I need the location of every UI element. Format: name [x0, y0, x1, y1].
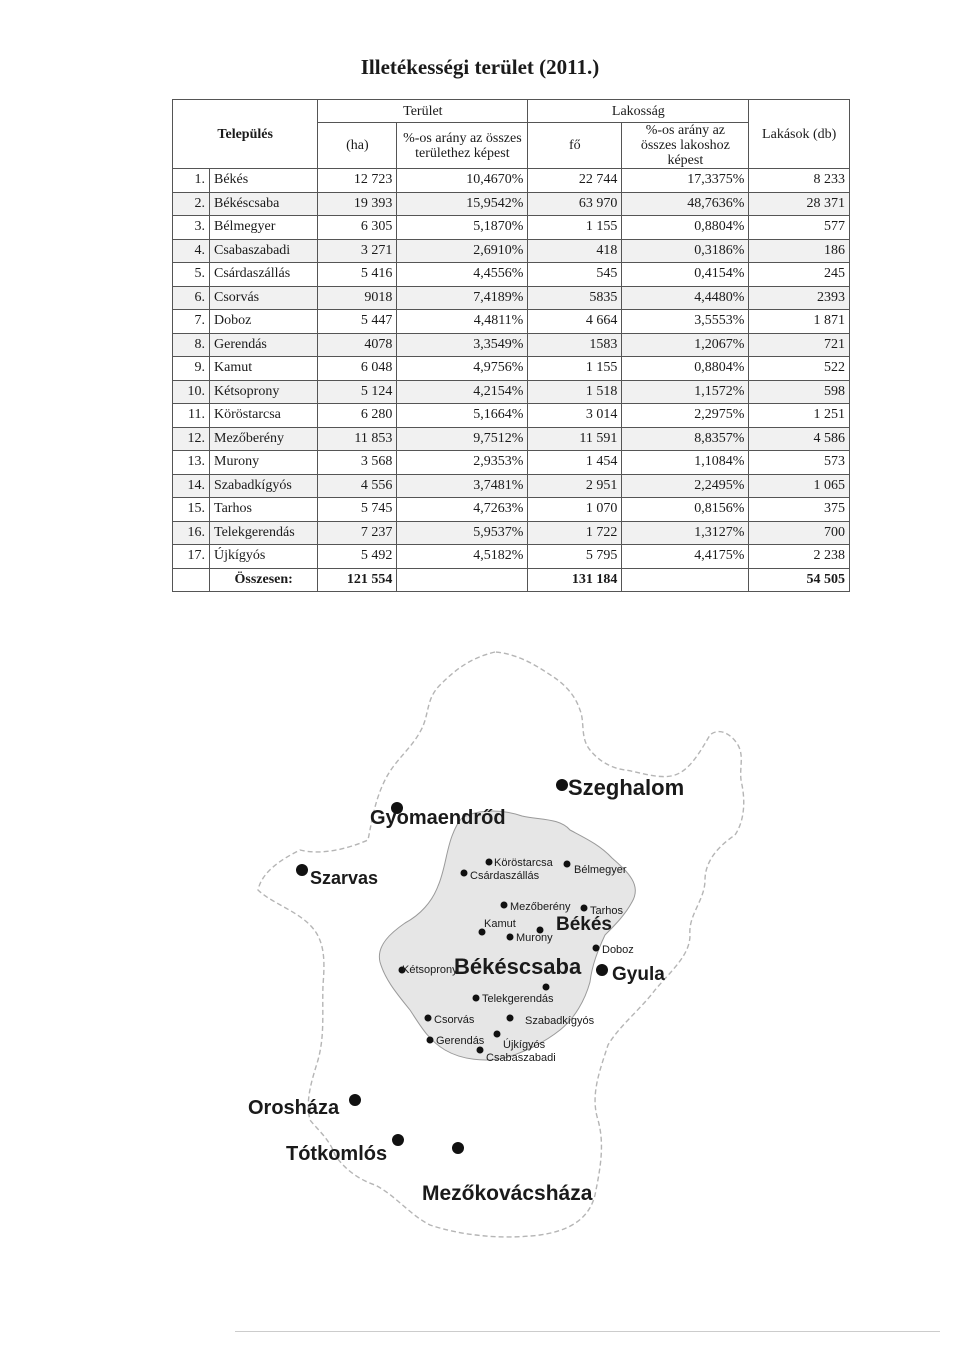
- town-marker: [486, 859, 493, 866]
- totals-empty-2: [622, 568, 749, 591]
- row-number: 17.: [173, 545, 210, 569]
- town-marker: [461, 870, 468, 877]
- major-town-label: Mezőkovácsháza: [422, 1182, 593, 1205]
- row-population: 2 951: [528, 474, 622, 498]
- row-population: 4 664: [528, 310, 622, 334]
- row-area-ha: 12 723: [318, 169, 397, 193]
- town-marker: [425, 1015, 432, 1022]
- row-area-ha: 6 305: [318, 216, 397, 240]
- town-marker: [593, 945, 600, 952]
- row-population-pct: 1,1572%: [622, 380, 749, 404]
- district-town-label: Doboz: [602, 944, 634, 956]
- district-town-label: Bélmegyer: [574, 864, 627, 876]
- table-row: [173, 169, 850, 193]
- row-area-pct: 7,4189%: [397, 286, 528, 310]
- row-population-pct: 4,4175%: [622, 545, 749, 569]
- row-dwellings: 4 586: [749, 427, 850, 451]
- row-population-pct: 1,1084%: [622, 451, 749, 475]
- row-name: Gerendás: [210, 333, 318, 357]
- row-area-ha: 7 237: [318, 521, 397, 545]
- row-number: 11.: [173, 404, 210, 428]
- table-row: [173, 498, 850, 522]
- row-population: 1 155: [528, 216, 622, 240]
- row-name: Békéscsaba: [210, 192, 318, 216]
- row-name: Köröstarcsa: [210, 404, 318, 428]
- row-dwellings: 2 238: [749, 545, 850, 569]
- row-population: 11 591: [528, 427, 622, 451]
- town-marker: [477, 1047, 484, 1054]
- header-terulet-pct: %-os arány az összes területhez képest: [397, 123, 528, 169]
- row-area-pct: 4,7263%: [397, 498, 528, 522]
- town-marker: [596, 964, 608, 976]
- row-population: 5835: [528, 286, 622, 310]
- row-name: Murony: [210, 451, 318, 475]
- row-area-pct: 5,9537%: [397, 521, 528, 545]
- row-name: Bélmegyer: [210, 216, 318, 240]
- district-town-label: Tarhos: [590, 905, 624, 917]
- row-population-pct: 3,5553%: [622, 310, 749, 334]
- row-area-ha: 5 745: [318, 498, 397, 522]
- row-population-pct: 17,3375%: [622, 169, 749, 193]
- row-dwellings: 700: [749, 521, 850, 545]
- table-row: [173, 333, 850, 357]
- row-dwellings: 1 871: [749, 310, 850, 334]
- row-population: 1 155: [528, 357, 622, 381]
- row-number: 16.: [173, 521, 210, 545]
- major-town-label: Tótkomlós: [286, 1143, 388, 1165]
- town-marker: [507, 1015, 514, 1022]
- district-town-label: Telekgerendás: [482, 993, 554, 1005]
- table-row: [173, 451, 850, 475]
- row-area-pct: 4,5182%: [397, 545, 528, 569]
- row-name: Szabadkígyós: [210, 474, 318, 498]
- row-dwellings: 8 233: [749, 169, 850, 193]
- totals-label: Összesen:: [210, 568, 318, 591]
- town-marker: [452, 1142, 464, 1154]
- district-town-label: Békéscsaba: [454, 954, 582, 979]
- row-area-pct: 3,7481%: [397, 474, 528, 498]
- row-area-ha: 11 853: [318, 427, 397, 451]
- row-population: 545: [528, 263, 622, 287]
- row-population-pct: 0,3186%: [622, 239, 749, 263]
- district-town-label: Csárdaszállás: [470, 870, 540, 882]
- town-marker: [564, 861, 571, 868]
- row-number: 5.: [173, 263, 210, 287]
- row-number: 12.: [173, 427, 210, 451]
- row-name: Csorvás: [210, 286, 318, 310]
- district-town-label: Szabadkígyós: [525, 1015, 595, 1027]
- row-population-pct: 0,8804%: [622, 216, 749, 240]
- row-name: Csabaszabadi: [210, 239, 318, 263]
- bottom-rule: [235, 1331, 940, 1332]
- row-area-ha: 5 416: [318, 263, 397, 287]
- row-area-ha: 9018: [318, 286, 397, 310]
- row-area-ha: 5 124: [318, 380, 397, 404]
- totals-db: 54 505: [749, 568, 850, 591]
- major-town-label: Gyomaendrőd: [370, 807, 506, 829]
- table-row: [173, 404, 850, 428]
- district-town-label: Mezőberény: [510, 901, 571, 913]
- row-area-ha: 6 048: [318, 357, 397, 381]
- district-table: [172, 99, 850, 592]
- table-row: [173, 474, 850, 498]
- row-number: 10.: [173, 380, 210, 404]
- row-area-pct: 4,2154%: [397, 380, 528, 404]
- row-number: 15.: [173, 498, 210, 522]
- row-dwellings: 28 371: [749, 192, 850, 216]
- row-area-pct: 4,9756%: [397, 357, 528, 381]
- row-number: 2.: [173, 192, 210, 216]
- row-population-pct: 0,8156%: [622, 498, 749, 522]
- row-population: 1 722: [528, 521, 622, 545]
- table-row: [173, 286, 850, 310]
- table-row: [173, 192, 850, 216]
- row-number: 8.: [173, 333, 210, 357]
- table-row: [173, 545, 850, 569]
- town-marker: [556, 779, 568, 791]
- major-town-label: Szeghalom: [568, 775, 685, 800]
- row-number: 6.: [173, 286, 210, 310]
- row-dwellings: 577: [749, 216, 850, 240]
- row-area-pct: 2,6910%: [397, 239, 528, 263]
- district-town-label: Murony: [516, 932, 553, 944]
- table-row: [173, 263, 850, 287]
- row-population: 63 970: [528, 192, 622, 216]
- row-name: Mezőberény: [210, 427, 318, 451]
- row-number: 1.: [173, 169, 210, 193]
- totals-spacer: [173, 568, 210, 591]
- row-population: 3 014: [528, 404, 622, 428]
- town-marker: [581, 905, 588, 912]
- row-population: 22 744: [528, 169, 622, 193]
- row-population-pct: 48,7636%: [622, 192, 749, 216]
- town-marker: [501, 902, 508, 909]
- row-number: 14.: [173, 474, 210, 498]
- table-row: [173, 427, 850, 451]
- row-dwellings: 522: [749, 357, 850, 381]
- town-marker: [392, 1134, 404, 1146]
- header-lakossag: Lakosság: [528, 100, 749, 123]
- row-name: Csárdaszállás: [210, 263, 318, 287]
- row-number: 3.: [173, 216, 210, 240]
- row-area-ha: 6 280: [318, 404, 397, 428]
- row-area-pct: 15,9542%: [397, 192, 528, 216]
- row-population-pct: 0,4154%: [622, 263, 749, 287]
- row-population: 5 795: [528, 545, 622, 569]
- row-area-ha: 5 492: [318, 545, 397, 569]
- totals-empty-1: [397, 568, 528, 591]
- row-dwellings: 375: [749, 498, 850, 522]
- row-area-ha: 4078: [318, 333, 397, 357]
- district-town-label: Újkígyós: [503, 1039, 546, 1051]
- row-population: 1583: [528, 333, 622, 357]
- row-name: Doboz: [210, 310, 318, 334]
- header-lakossag-pct: %-os arány az összes lakoshoz képest: [622, 123, 749, 169]
- district-map: [0, 640, 960, 1240]
- row-population-pct: 1,3127%: [622, 521, 749, 545]
- row-dwellings: 186: [749, 239, 850, 263]
- row-area-pct: 3,3549%: [397, 333, 528, 357]
- row-dwellings: 573: [749, 451, 850, 475]
- major-town-label: Orosháza: [248, 1097, 340, 1119]
- row-area-pct: 2,9353%: [397, 451, 528, 475]
- town-marker: [349, 1094, 361, 1106]
- row-area-ha: 19 393: [318, 192, 397, 216]
- table-row: [173, 380, 850, 404]
- district-town-label: Kamut: [484, 918, 516, 930]
- row-dwellings: 598: [749, 380, 850, 404]
- row-dwellings: 721: [749, 333, 850, 357]
- major-town-label: Gyula: [612, 964, 665, 985]
- district-town-label: Csabaszabadi: [486, 1052, 556, 1064]
- town-marker: [507, 934, 514, 941]
- district-town-label: Köröstarcsa: [494, 857, 553, 869]
- header-ha: (ha): [318, 123, 397, 169]
- header-lakasok: Lakások (db): [749, 100, 850, 169]
- row-area-pct: 9,7512%: [397, 427, 528, 451]
- row-number: 7.: [173, 310, 210, 334]
- row-dwellings: 1 251: [749, 404, 850, 428]
- row-area-ha: 4 556: [318, 474, 397, 498]
- row-dwellings: 1 065: [749, 474, 850, 498]
- row-dwellings: 245: [749, 263, 850, 287]
- district-town-label: Kétsoprony: [402, 964, 458, 976]
- page-title: Illetékességi terület (2011.): [360, 55, 600, 79]
- table-body: [173, 169, 850, 569]
- row-area-pct: 4,4811%: [397, 310, 528, 334]
- row-population-pct: 4,4480%: [622, 286, 749, 310]
- row-population: 418: [528, 239, 622, 263]
- row-population-pct: 2,2975%: [622, 404, 749, 428]
- table-row: [173, 310, 850, 334]
- row-population-pct: 0,8804%: [622, 357, 749, 381]
- row-population: 1 518: [528, 380, 622, 404]
- row-name: Kamut: [210, 357, 318, 381]
- row-dwellings: 2393: [749, 286, 850, 310]
- row-area-pct: 4,4556%: [397, 263, 528, 287]
- row-name: Tarhos: [210, 498, 318, 522]
- table-row: [173, 239, 850, 263]
- row-population-pct: 8,8357%: [622, 427, 749, 451]
- row-name: Újkígyós: [210, 545, 318, 569]
- town-marker: [427, 1037, 434, 1044]
- district-town-label: Csorvás: [434, 1014, 475, 1026]
- row-population: 1 070: [528, 498, 622, 522]
- town-marker: [543, 984, 550, 991]
- row-area-pct: 10,4670%: [397, 169, 528, 193]
- town-marker: [296, 864, 308, 876]
- row-number: 13.: [173, 451, 210, 475]
- row-area-pct: 5,1870%: [397, 216, 528, 240]
- row-number: 4.: [173, 239, 210, 263]
- table-row: [173, 216, 850, 240]
- row-name: Telekgerendás: [210, 521, 318, 545]
- table-row: [173, 357, 850, 381]
- district-town-label: Gerendás: [436, 1035, 485, 1047]
- town-marker: [494, 1031, 501, 1038]
- row-name: Kétsoprony: [210, 380, 318, 404]
- row-population: 1 454: [528, 451, 622, 475]
- totals-fo: 131 184: [528, 568, 622, 591]
- header-telepules: Település: [173, 100, 318, 169]
- row-area-pct: 5,1664%: [397, 404, 528, 428]
- row-name: Békés: [210, 169, 318, 193]
- row-number: 9.: [173, 357, 210, 381]
- totals-ha: 121 554: [318, 568, 397, 591]
- town-marker: [473, 995, 480, 1002]
- row-population-pct: 1,2067%: [622, 333, 749, 357]
- table-row: [173, 521, 850, 545]
- header-fo: fő: [528, 123, 622, 169]
- row-area-ha: 3 568: [318, 451, 397, 475]
- row-area-ha: 3 271: [318, 239, 397, 263]
- header-terulet: Terület: [318, 100, 528, 123]
- row-population-pct: 2,2495%: [622, 474, 749, 498]
- district-town-label: Békés: [556, 914, 612, 935]
- major-town-label: Szarvas: [310, 868, 379, 888]
- row-area-ha: 5 447: [318, 310, 397, 334]
